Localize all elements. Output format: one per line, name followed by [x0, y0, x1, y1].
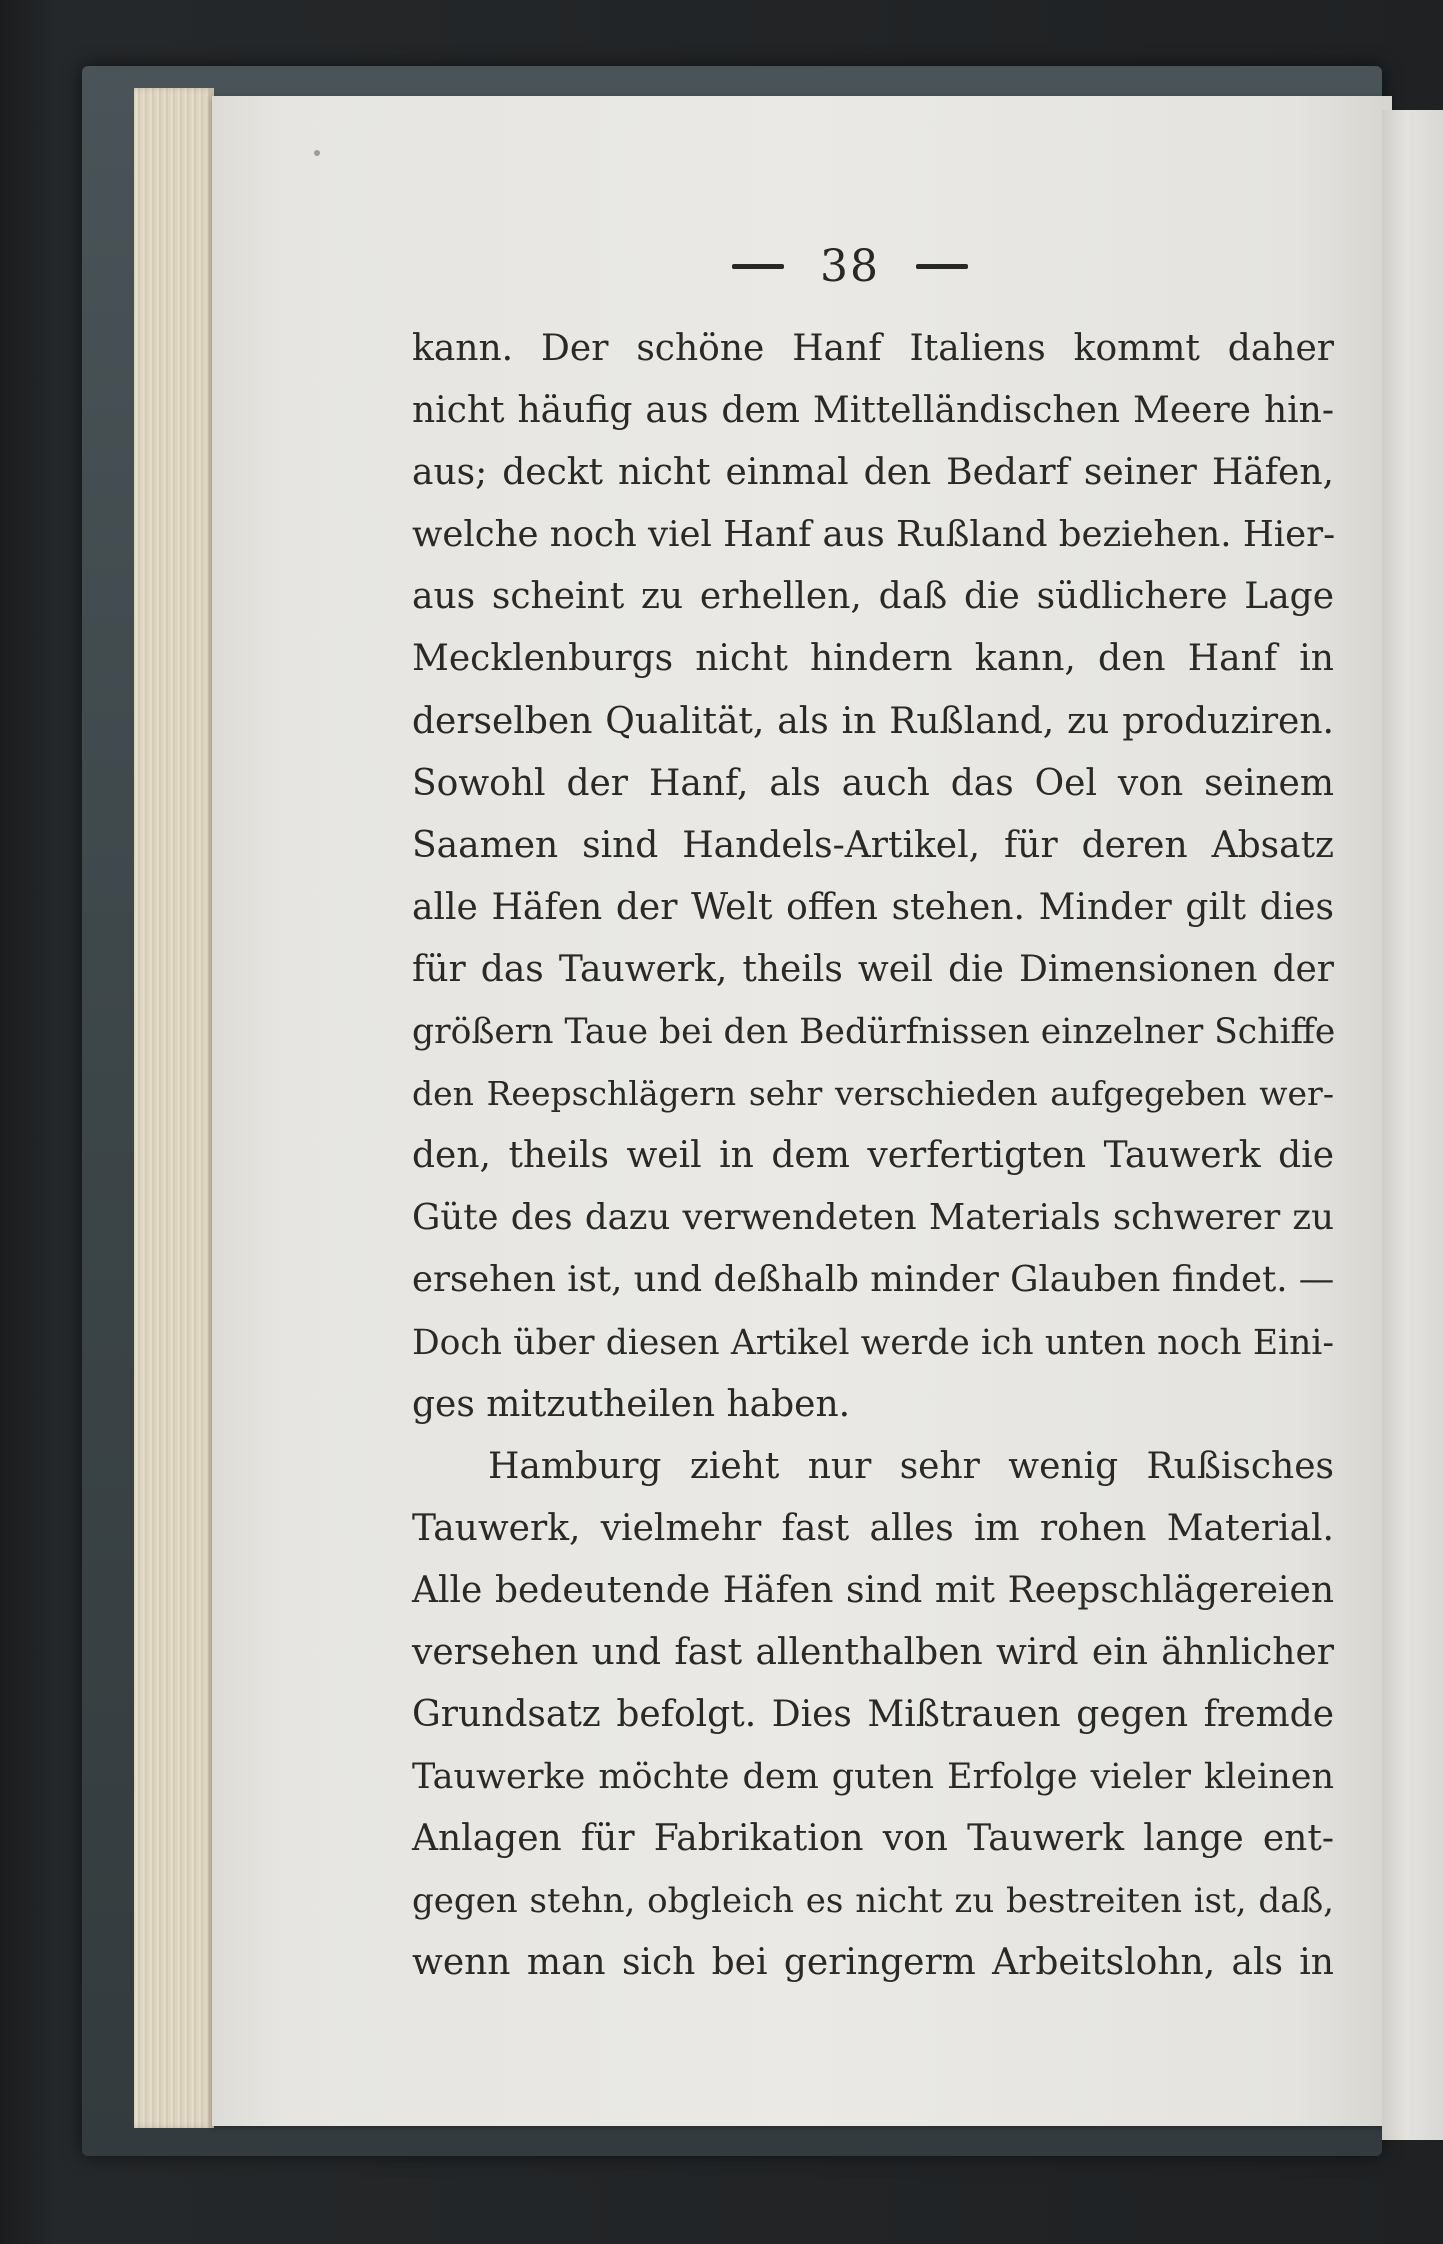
text-line: kann. Der schöne Hanf Italiens kommt daher	[412, 328, 1334, 369]
text-line: den Reepschlägern sehr verschieden aufgegeben wer-	[412, 1074, 1334, 1114]
text-line: für das Tauwerk, theils weil die Dimensionen der	[412, 948, 1334, 990]
text-line: aus; deckt nicht einmal den Bedarf seiner Häfen,	[412, 452, 1334, 494]
paper-speck	[314, 150, 320, 156]
text-line: ersehen ist, und deßhalb minder Glauben findet. —	[412, 1259, 1335, 1301]
text-line: Doch über diesen Artikel werde ich unten noch Eini-	[412, 1322, 1334, 1363]
text-line: derselben Qualität, als in Rußland, zu produziren.	[412, 700, 1334, 742]
text-line: Tauwerk, vielmehr fast alles im rohen Material.	[412, 1507, 1334, 1549]
text-line: Sowohl der Hanf, als auch das Oel von seinem	[412, 762, 1334, 804]
text-line: versehen und fast allenthalben wird ein ähnlicher	[412, 1631, 1334, 1673]
text-line: Hamburg zieht nur sehr wenig Rußisches	[488, 1445, 1334, 1487]
body-text	[412, 318, 1334, 1995]
text-line: nicht häufig aus dem Mittelländischen Meere hin-	[412, 390, 1334, 432]
text-line: Tauwerke möchte dem guten Erfolge vieler kleinen	[412, 1757, 1334, 1798]
text-line: Mecklenburgs nicht hindern kann, den Hanf in	[412, 638, 1334, 680]
page-header	[700, 236, 1000, 296]
text-line: Saamen sind Handels-Artikel, für deren Absatz	[412, 824, 1334, 866]
text-line: welche noch viel Hanf aus Rußland beziehen. Hier-	[412, 514, 1336, 556]
page-edges	[134, 88, 214, 2128]
text-line: den, theils weil in dem verfertigten Tauwerk die	[412, 1135, 1334, 1177]
text-line: Grundsatz befolgt. Dies Mißtrauen gegen fremde	[412, 1694, 1334, 1736]
text-line: gegen stehn, obgleich es nicht zu bestreiten ist, daß,	[412, 1881, 1334, 1922]
facing-page-edge	[1382, 110, 1443, 2140]
text-line: wenn man sich bei geringerm Arbeitslohn, als in	[412, 1942, 1334, 1984]
text-line: alle Häfen der Welt offen stehen. Minder gilt dies	[412, 886, 1334, 928]
text-line: ges mitzutheilen haben.	[412, 1383, 851, 1425]
page-number: 38	[820, 240, 880, 292]
text-line: größern Taue bei den Bedürfnissen einzelner Schiffe	[412, 1012, 1336, 1053]
text-line: Anlagen für Fabrikation von Tauwerk lange ent-	[412, 1818, 1334, 1860]
header-dash-right	[916, 264, 968, 269]
text-line: aus scheint zu erhellen, daß die südlichere Lage	[412, 576, 1334, 618]
header-dash-left	[732, 264, 784, 269]
text-line: Güte des dazu verwendeten Materials schwerer zu	[412, 1197, 1334, 1239]
text-line: Alle bedeutende Häfen sind mit Reepschlägereien	[412, 1569, 1334, 1611]
